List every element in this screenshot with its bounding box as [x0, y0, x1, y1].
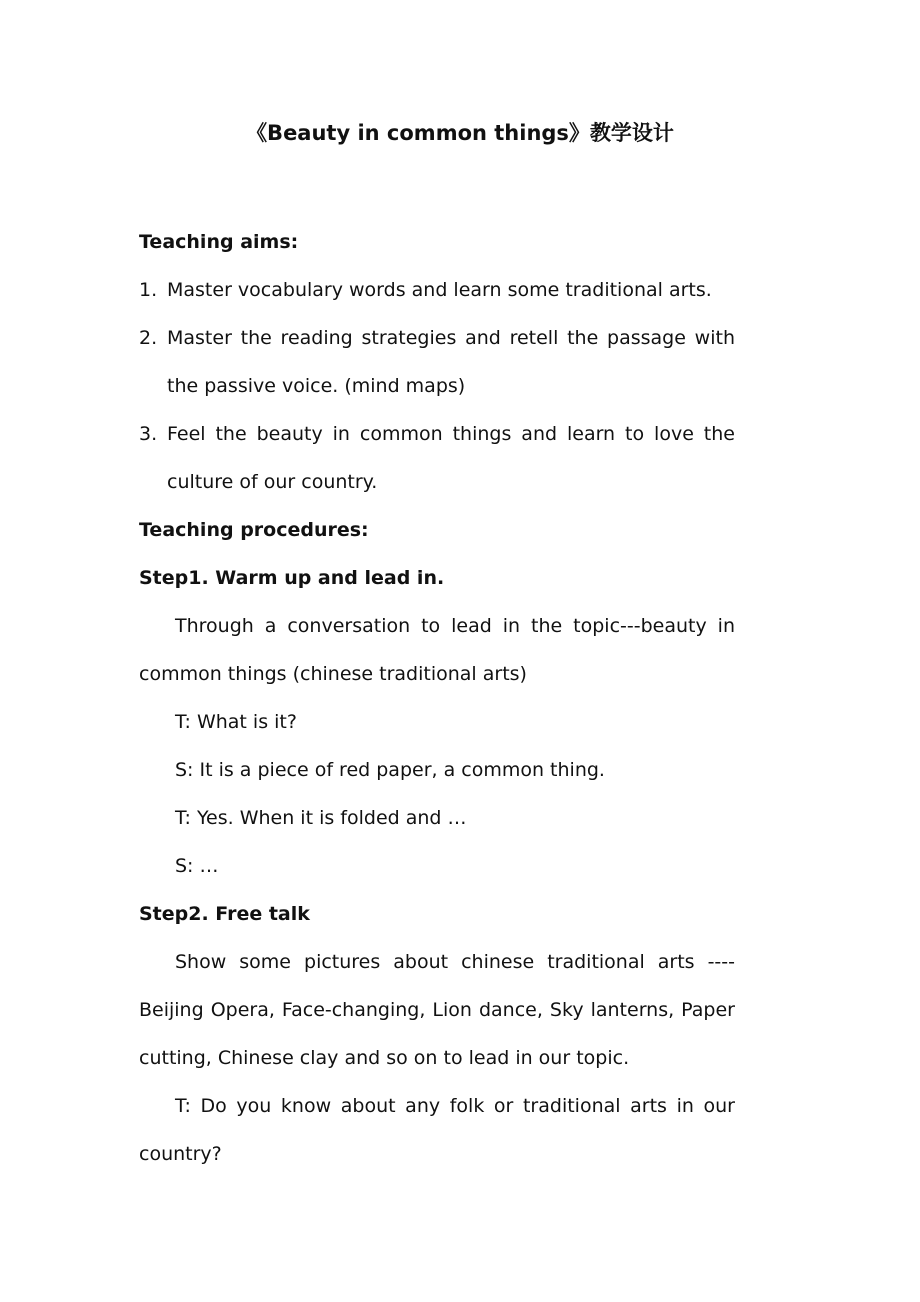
dialogue-line: T: Yes. When it is folded and …: [175, 807, 467, 829]
dialogue-line: S: It is a piece of red paper, a common thing.: [175, 759, 605, 781]
step1-heading: Step1. Warm up and lead in.: [139, 567, 445, 589]
teaching-aims-heading: Teaching aims:: [139, 231, 299, 253]
step2-question: T: Do you know about any folk or traditional arts in our country?: [139, 1095, 735, 1165]
step2-intro: Show some pictures about chinese traditional arts ----Beijing Opera, Face-changing, Lion dance, Sky lanterns, Paper cutting, Chinese clay and so on to lead in our topic.: [139, 951, 735, 1069]
teaching-aims-list: [139, 266, 735, 506]
list-item-text: Feel the beauty in common things and learn to love the culture of our country.: [167, 423, 735, 493]
list-item-number: 3.: [139, 423, 158, 445]
teaching-procedures-heading: Teaching procedures:: [139, 519, 369, 541]
list-item-text: Master the reading strategies and retell the passage with the passive voice. (mind maps): [167, 327, 735, 397]
list-item-number: 2.: [139, 327, 158, 349]
list-item: [139, 314, 735, 410]
document-title: 《Beauty in common things》教学设计: [246, 121, 674, 145]
list-item-text: Master vocabulary words and learn some traditional arts.: [167, 279, 712, 301]
step1-intro: Through a conversation to lead in the topic---beauty in common things (chinese traditional arts): [139, 615, 735, 685]
list-item: [139, 266, 735, 314]
list-item-number: 1.: [139, 279, 158, 301]
document-body: [139, 218, 735, 1178]
list-item: [139, 410, 735, 506]
step2-heading: Step2. Free talk: [139, 903, 310, 925]
dialogue-line: S: …: [175, 855, 219, 877]
dialogue-line: T: What is it?: [175, 711, 297, 733]
